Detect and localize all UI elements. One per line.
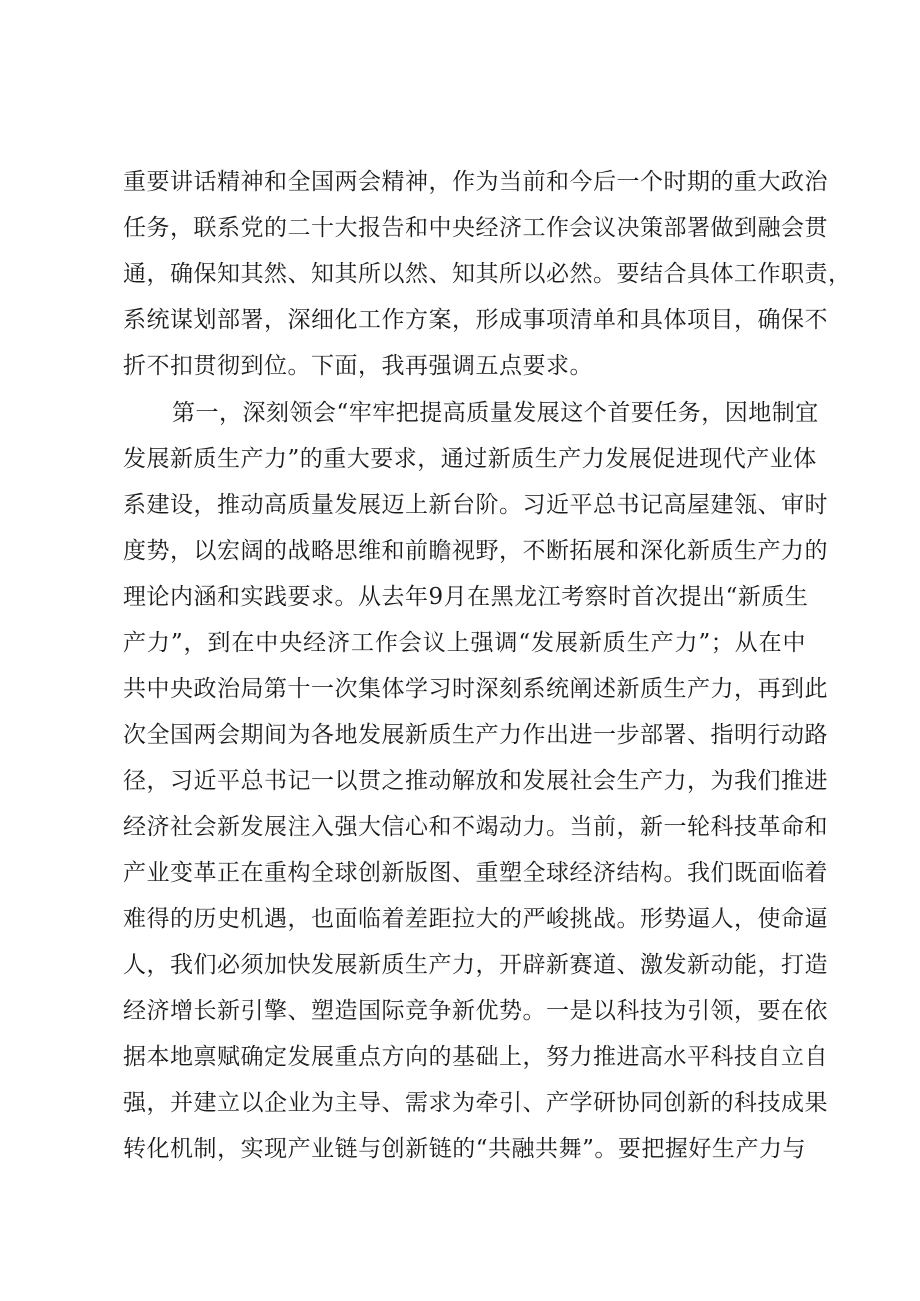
text-line: 通，确保知其然、知其所以然、知其所以必然。要结合具体工作职责， [123, 261, 852, 287]
text-line: 重要讲话精神和全国两会精神，作为当前和今后一个时期的重大政治 [123, 169, 828, 195]
text-line: 任务，联系党的二十大报告和中央经济工作会议决策部署做到融会贯 [123, 215, 828, 241]
text-line: 人，我们必须加快发展新质生产力，开辟新赛道、激发新动能，打造 [123, 952, 828, 978]
text-line: 难得的历史机遇，也面临着差距拉大的严峻挑战。形势逼人，使命逼 [123, 906, 828, 932]
text-line: 发展新质生产力”的重大要求，通过新质生产力发展促进现代产业体 [123, 446, 817, 472]
text-line: 系统谋划部署，深细化工作方案，形成事项清单和具体项目，确保不 [123, 307, 828, 333]
text-line: 产业变革正在重构全球创新版图、重塑全球经济结构。我们既面临着 [123, 860, 828, 886]
text-line: 折不扣贯彻到位。下面，我再强调五点要求。 [123, 353, 593, 379]
text-line: 产力”，到在中央经济工作会议上强调“发展新质生产力”；从在中 [123, 630, 806, 656]
text-line: 据本地禀赋确定发展重点方向的基础上，努力推进高水平科技自立自 [123, 1044, 828, 1070]
text-line: 度势，以宏阔的战略思维和前瞻视野，不断拓展和深化新质生产力的 [123, 538, 828, 564]
text-line: 系建设，推动高质量发展迈上新台阶。习近平总书记高屋建瓴、审时 [123, 492, 828, 518]
text-line: 共中央政治局第十一次集体学习时深刻系统阐述新质生产力，再到此 [123, 676, 828, 702]
text-line: 第一，深刻领会“牢牢把提高质量发展这个首要任务，因地制宜 [172, 400, 819, 426]
text-line: 径，习近平总书记一以贯之推动解放和发展社会生产力，为我们推进 [123, 768, 828, 794]
text-line: 次全国两会期间为各地发展新质生产力作出进一步部署、指明行动路 [123, 722, 828, 748]
text-line: 转化机制，实现产业链与创新链的“共融共舞”。要把握好生产力与 [123, 1136, 806, 1162]
text-line: 经济社会新发展注入强大信心和不竭动力。当前，新一轮科技革命和 [123, 814, 828, 840]
text-line: 经济增长新引擎、塑造国际竞争新优势。一是以科技为引领，要在依 [123, 998, 828, 1024]
text-line: 理论内涵和实践要求。从去年9月在黑龙江考察时首次提出“新质生 [123, 584, 809, 610]
text-line: 强，并建立以企业为主导、需求为牵引、产学研协同创新的科技成果 [123, 1090, 828, 1116]
